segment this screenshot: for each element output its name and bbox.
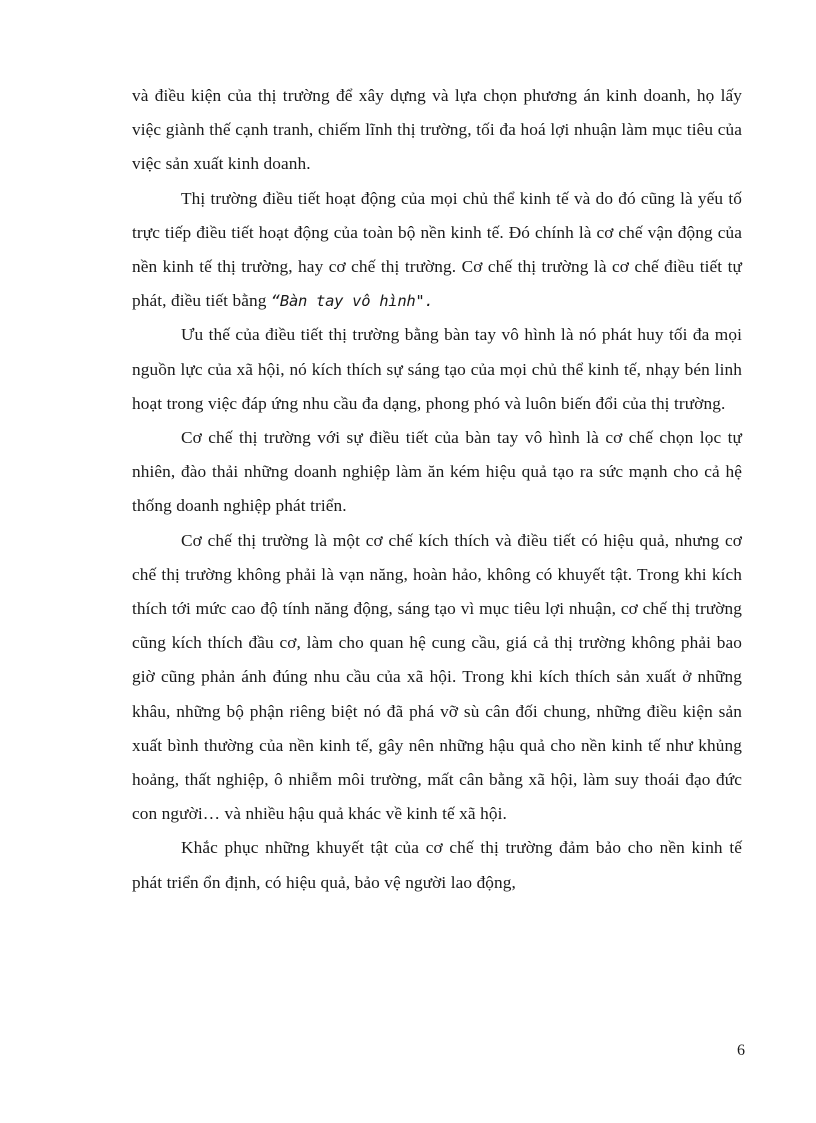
- quoted-phrase: “Bàn tay vô hình".: [270, 292, 434, 311]
- page-number: 6: [737, 1042, 745, 1059]
- paragraph-1: và điều kiện của thị trường để xây dựng và lựa chọn phương án kinh doanh, họ lấy việc giành thế cạnh tranh, chiếm lĩnh thị trường, tối đa hoá lợi nhuận làm mục tiêu của việc sản xuất kinh doanh.: [132, 86, 742, 174]
- paragraph-6: Khắc phục những khuyết tật của cơ chế thị trường đảm bảo cho nền kinh tế phát triển ổn định, có hiệu quả, bảo vệ người lao động,: [132, 838, 742, 892]
- paragraph-4: Cơ chế thị trường với sự điều tiết của bàn tay vô hình là cơ chế chọn lọc tự nhiên, đào thải những doanh nghiệp làm ăn kém hiệu quả tạo ra sức mạnh cho cả hệ thống doanh nghiệp phát triển.: [132, 428, 742, 516]
- paragraph-2: [132, 182, 742, 319]
- paragraph-2-text: Thị trường điều tiết hoạt động của mọi chủ thể kinh tế và do đó cũng là yếu tố trực tiếp điều tiết hoạt động của toàn bộ nền kinh tế. Đó chính là cơ chế vận động của nền kinh tế thị trường, hay cơ chế thị trường. Cơ chế thị trường là cơ chế điều tiết tự phát, điều tiết bằng: [132, 188, 742, 311]
- paragraph-5: Cơ chế thị trường là một cơ chế kích thích và điều tiết có hiệu quả, nhưng cơ chế thị trường không phải là vạn năng, hoàn hảo, không có khuyết tật. Trong khi kích thích tới mức cao độ tính năng động, sáng tạo vì mục tiêu lợi nhuận, cơ chế thị trường cũng kích thích đầu cơ, làm cho quan hệ cung cầu, giá cả thị trường không phải bao giờ cũng phản ánh đúng nhu cầu của xã hội. Trong khi kích thích sản xuất ở những khâu, những bộ phận riêng biệt nó đã phá vỡ sù cân đối chung, những điều kiện sản xuất bình thường của nền kinh tế, gây nên những hậu quả cho nền kinh tế như khủng hoảng, thất nghiệp, ô nhiễm môi trường, mất cân bằng xã hội, làm suy thoái đạo đức con người… và nhiều hậu quả khác về kinh tế xã hội.: [132, 530, 742, 824]
- paragraph-3: Ưu thế của điều tiết thị trường bằng bàn tay vô hình là nó phát huy tối đa mọi nguồn lực của xã hội, nó kích thích sự sáng tạo của mọi chủ thể kinh tế, nhạy bén linh hoạt trong việc đáp ứng nhu cầu đa dạng, phong phó và luôn biến đổi của thị trường.: [132, 325, 742, 413]
- document-page: [132, 79, 742, 900]
